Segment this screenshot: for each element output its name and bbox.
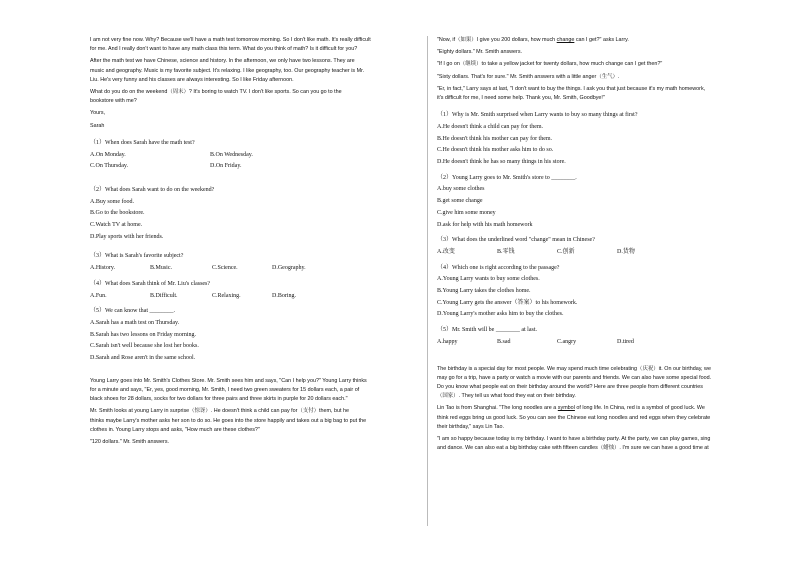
option-a[interactable]: A.Sarah has a math test on Thursday.	[90, 319, 180, 326]
column-divider	[427, 36, 428, 526]
option-b[interactable]: B.get some change	[437, 198, 483, 205]
passage-paragraph: Lin Tao is from Shanghai. "The long noodles are a symbol of long life. In China, red is a symbol of good luck. We think red eggs bring us good luck. So you can see the Chinese eat long noodles and red eggs when they celebrate their birthday," says Lin Tao.	[437, 405, 711, 430]
option-a[interactable]: A.改变	[437, 248, 455, 255]
option-d[interactable]: D.Boring.	[272, 292, 296, 299]
option-c[interactable]: C.Watch TV at home.	[90, 222, 143, 229]
option-c[interactable]: C.On Thursday.	[90, 163, 128, 170]
question-3	[437, 235, 743, 258]
option-d[interactable]: D.Sarah and Rose aren't in the same school.	[90, 355, 196, 362]
option-a[interactable]: A.History.	[90, 265, 115, 272]
question-stem: （2）Young Larry goes to Mr. Smith's store to ________.	[437, 174, 577, 181]
right-column	[437, 36, 743, 456]
option-b[interactable]: B.Music.	[150, 265, 173, 272]
option-b[interactable]: B.Go to the bookstore.	[90, 210, 145, 217]
option-b[interactable]: B.On Wednesday.	[210, 151, 253, 158]
option-a[interactable]: A.buy some clothes	[437, 186, 485, 193]
answer-blank[interactable]: ________	[495, 327, 520, 334]
passage-paragraph: "120 dollars." Mr. Smith answers.	[90, 439, 170, 445]
passage-paragraph: "Er, in fact," Larry says at last, "I don't want to buy the things. I ask you that just because it's my math homework, it's difficult for me, I need some help. Thank you, Mr. Smith, Goodbye!"	[437, 85, 706, 102]
passage-paragraph: "I am so happy because today is my birthday. I want to have a birthday party. At the party, we can play games, sing and dance. We can also eat a big birthday cake with fifteen candles（蜡烛）. I'm sure we can have a good time at	[437, 436, 711, 452]
option-b[interactable]: B.零钱	[497, 248, 515, 255]
option-c[interactable]: C.Young Larry gets the answer（答案）to his homework.	[437, 299, 578, 306]
question-stem: （5）We can know that ________.	[90, 308, 176, 315]
question-stem: （3）What does the underlined word "change" mean in Chinese?	[437, 237, 595, 244]
option-c[interactable]: C.Relaxing.	[212, 292, 241, 299]
left-column	[90, 36, 396, 450]
letter-closing: Yours,	[90, 110, 106, 117]
passage-paragraph: I am not very fine now. Why? Because we'll have a math test tomorrow morning. So I don't like math. It's really difficult for me. And I really don't want to have any math class this term. What do you think of math? Is it difficult for you?	[90, 37, 371, 53]
question-2	[437, 173, 743, 232]
option-a[interactable]: A.Buy some food.	[90, 198, 134, 205]
clothes-store-passage	[90, 377, 396, 447]
option-a[interactable]: A.On Monday.	[90, 151, 126, 158]
option-c[interactable]: C.give him some money	[437, 209, 496, 216]
option-d[interactable]: D.Geography.	[272, 265, 306, 272]
option-b[interactable]: B.Difficult.	[150, 292, 178, 299]
option-d[interactable]: D.tired	[617, 338, 634, 345]
option-c[interactable]: C.angry	[557, 338, 577, 345]
passage-paragraph: Young Larry goes into Mr. Smith's Clothes Store. Mr. Smith sees him and says, "Can I help you?" Young Larry thinks for a minute and says, "Er, yes, good morning, Mr. Smith, I need two green sweaters for 15 dollars each, a pair of black shoes for 28 dollars, socks for two dollars for three pairs and three skirts in purple for 20 dollars each."	[90, 377, 367, 403]
underlined-word-change: change	[556, 37, 575, 43]
passage-paragraph: "Eighty dollars." Mr. Smith answers.	[437, 49, 523, 56]
question-stem: （4）Which one is right according to the passage?	[437, 264, 560, 271]
option-a[interactable]: A.He doesn't think a child can pay for them.	[437, 123, 544, 130]
passage-paragraph: "Now, if（如果）I give you 200 dollars, how much change can I get?" asks Larry.	[437, 37, 629, 43]
option-d[interactable]: D.ask for help with his math homework	[437, 221, 533, 228]
option-c[interactable]: C.Science.	[212, 265, 238, 272]
option-b[interactable]: B.He doesn't think his mother can pay for them.	[437, 135, 553, 142]
passage-paragraph: After the math test we have Chinese, science and history. In the afternoon, we only have two lessons. They are music and geography. Music is my favorite subject. It's relaxing. I like geography, too. Our geography teacher is Mr. Liu. He's very funny and his classes are always interesting. So I like Friday afternoon.	[90, 58, 365, 83]
option-c[interactable]: C.创新	[557, 248, 575, 255]
question-4	[437, 263, 743, 322]
option-b[interactable]: B.Young Larry takes the clothes home.	[437, 288, 531, 295]
option-a[interactable]: A.Young Larry wants to buy some clothes.	[437, 276, 540, 283]
question-stem: （4）What does Sarah think of Mr. Liu's classes?	[90, 280, 211, 287]
letter-passage	[90, 36, 396, 131]
passage-paragraph: "Sixty dollars. That's for sure." Mr. Smith answers with a little anger（生气）.	[437, 73, 620, 80]
underlined-word-symbol: symbol	[557, 405, 575, 412]
passage-paragraph: What do you do on the weekend（周末）? It's boring to watch TV. I don't like sports. So can you go to the bookstore with me?	[90, 89, 342, 105]
option-a[interactable]: A.Fun.	[90, 292, 107, 299]
birthday-passage	[437, 365, 743, 454]
option-b[interactable]: B.Sarah has two lessons on Friday morning.	[90, 331, 196, 338]
question-stem: （1）When does Sarah have the math test?	[90, 139, 195, 146]
question-4	[90, 279, 396, 302]
option-d[interactable]: D.Young Larry's mother asks him to buy the clothes.	[437, 311, 564, 318]
passage-paragraph: The birthday is a special day for most people. We may spend much time celebrating（庆祝）it. On our birthday, we may go for a trip, have a party or watch a movie with our parents and friends. We can also have some special food. Do you know what people eat on their birthday around the world? Here are three people from different countries （国家）. They tell us what food they eat on their birthday.	[437, 365, 712, 400]
question-stem: （1）Why is Mr. Smith surprised when Larry wants to buy so many things at first?	[437, 112, 638, 119]
option-a[interactable]: A.happy	[437, 338, 458, 345]
dialog-passage	[437, 36, 743, 103]
question-stem: （2）What does Sarah want to do on the weekend?	[90, 186, 215, 193]
question-3	[90, 251, 396, 274]
question-5	[437, 325, 743, 348]
question-stem: （5）Mr. Smith will be ________ at last.	[437, 327, 538, 334]
passage-paragraph: Mr. Smith looks at young Larry in surprise（惊讶）. He doesn't think a child can pay for（支付）them, but he thinks maybe Larry's mother asks her son to do so. He goes into the store happily and takes out a big bag to put the clothes in. Young Larry stops and asks, "How much are these clothes?"	[90, 408, 367, 433]
option-c[interactable]: C.Sarah isn't well because she lost her books.	[90, 343, 199, 350]
option-d[interactable]: D.On Friday.	[210, 163, 242, 170]
option-d[interactable]: D.He doesn't think he has so many things in his store.	[437, 159, 566, 166]
option-b[interactable]: B.sad	[497, 338, 511, 345]
question-1	[437, 110, 743, 169]
option-c[interactable]: C.He doesn't think his mother asks him to do so.	[437, 147, 554, 154]
question-2	[90, 185, 396, 244]
question-5	[90, 306, 396, 365]
passage-paragraph: "If I go on（继续）to take a yellow jacket for twenty dollars, how much change can I get then?"	[437, 61, 663, 68]
letter-signature: Sarah	[90, 122, 105, 129]
question-stem: （3）What is Sarah's favorite subject?	[90, 253, 184, 260]
option-d[interactable]: D.Play sports with her friends.	[90, 233, 164, 240]
question-1	[90, 138, 396, 173]
option-d[interactable]: D.货物	[617, 248, 635, 255]
